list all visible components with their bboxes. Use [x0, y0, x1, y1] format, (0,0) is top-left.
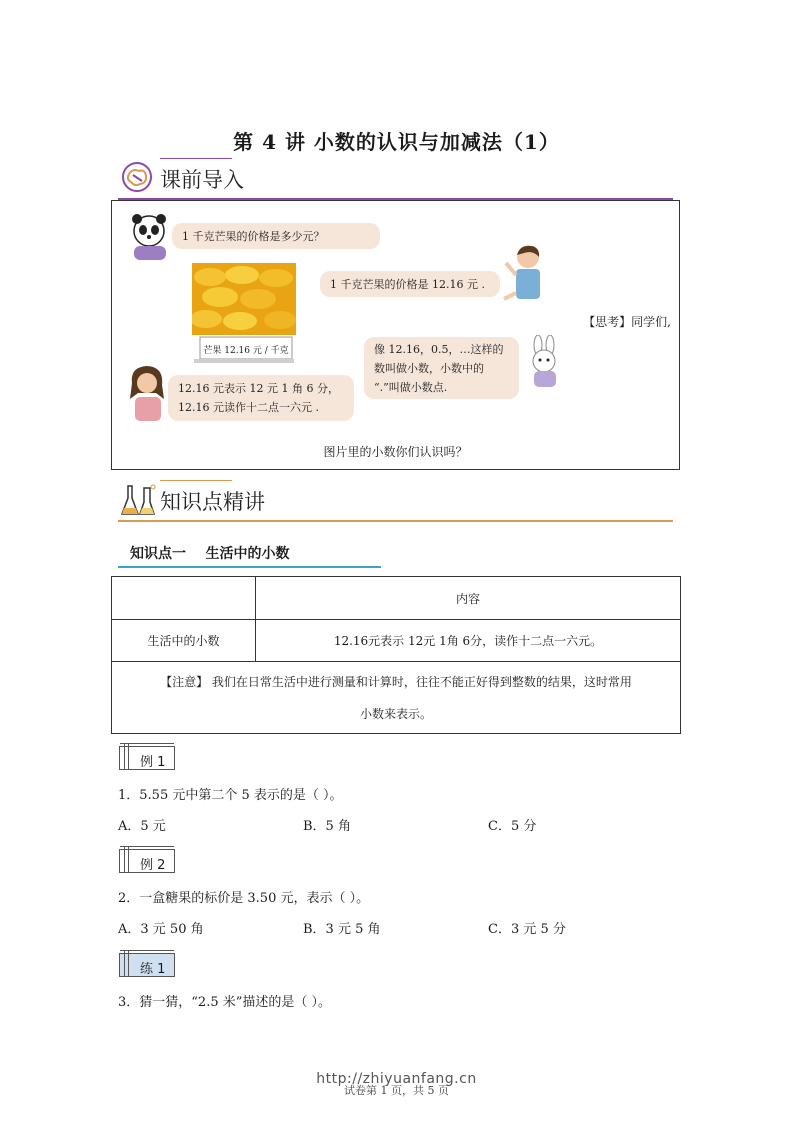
example-2-label: 例 2	[119, 849, 175, 873]
price-tag: 芒果 12.16 元 / 千克	[203, 346, 289, 356]
rabbit-line-3: “.”叫做小数点.	[374, 381, 448, 394]
watermark-url: http://zhiyuanfang.cn	[316, 1071, 477, 1087]
table-header-row	[112, 577, 681, 620]
note-line-1: 【注意】 我们在日常生活中进行测量和计算时，往往不能正好得到整数的结果，这时常用	[160, 674, 632, 689]
section-knowledge-title: 知识点精讲	[160, 490, 265, 514]
table-note-row	[112, 662, 681, 734]
brain-icon	[120, 160, 154, 194]
page-number: 试卷第 1 页，共 5 页	[344, 1084, 449, 1097]
bubble-boy: 1 千克芒果的价格是 12.16 元 .	[320, 271, 500, 297]
panda-icon	[128, 213, 170, 261]
page-title: 第 4 讲 小数的认识与加减法（1）	[233, 130, 560, 154]
table-note	[112, 662, 681, 734]
girl-icon	[126, 363, 168, 423]
rabbit-line-1: 像 12.16，0.5，…这样的	[374, 343, 504, 356]
flask-icon	[120, 482, 156, 518]
intro-question: 图片里的小数你们认识吗？	[323, 445, 468, 459]
example-2-option-a: A．3 元 50 角	[118, 922, 204, 937]
example-1-label: 例 1	[119, 746, 175, 770]
section-intro-header	[118, 160, 673, 200]
section-knowledge-rule	[118, 520, 673, 522]
table-row-content: 12.16元表示 12元 1角 6分，读作十二点一六元。	[256, 620, 681, 662]
example-1-option-a: A．5 元	[118, 819, 166, 834]
example-1-option-b: B．5 角	[303, 819, 351, 834]
bubble-girl	[168, 375, 354, 421]
note-line-2: 小数来表示。	[359, 706, 432, 721]
example-2-option-c: C．3 元 5 分	[488, 922, 566, 937]
boy-icon	[502, 243, 550, 305]
section-intro-title: 课前导入	[160, 168, 244, 192]
intro-illustration-box	[111, 200, 680, 470]
bubble-panda: 1 千克芒果的价格是多少元？	[172, 223, 380, 249]
section-knowledge-header	[118, 482, 673, 522]
girl-line-1: 12.16 元表示 12 元 1 角 6 分，	[178, 382, 339, 395]
table-header-content: 内容	[256, 577, 681, 620]
knowledge-point-label: 知识点一 生活中的小数	[130, 546, 290, 562]
example-2-question: 2．一盒糖果的标价是 3.50 元，表示（ ）。	[118, 891, 370, 906]
table-row-label: 生活中的小数	[112, 620, 256, 662]
practice-1-label: 练 1	[119, 953, 175, 977]
knowledge-point-title	[118, 540, 381, 568]
bubble-rabbit	[364, 337, 519, 399]
knowledge-table	[111, 576, 681, 734]
header-top-rule	[160, 158, 232, 159]
example-1-option-c: C．5 分	[488, 819, 537, 834]
practice-1-question: 3．猜一猜，“2.5 米”描述的是（ ）。	[118, 995, 332, 1010]
girl-line-2: 12.16 元读作十二点一六元 .	[178, 401, 319, 414]
table-row	[112, 620, 681, 662]
table-header-empty	[112, 577, 256, 620]
header-top-rule	[160, 480, 232, 481]
rabbit-icon	[522, 335, 566, 389]
think-prompt: 【思考】同学们,	[583, 315, 671, 329]
rabbit-line-2: 数叫做小数，小数中的	[374, 362, 484, 375]
example-1-question: 1．5.55 元中第二个 5 表示的是（ ）。	[118, 788, 343, 803]
example-2-option-b: B．3 元 5 角	[303, 922, 381, 937]
